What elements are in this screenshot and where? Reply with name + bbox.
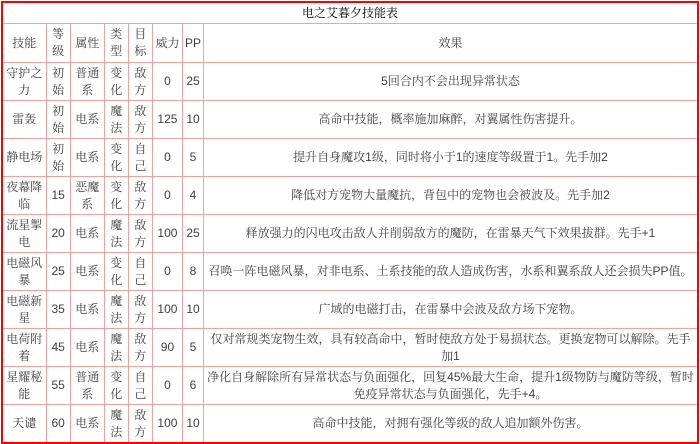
cell-type: 魔法: [104, 291, 128, 329]
cell-effect: 高命中技能，概率施加麻醉，对翼属性伤害提升。: [204, 101, 698, 139]
cell-pp: 25: [182, 215, 203, 253]
cell-effect: 净化自身解除所有异常状态与负面强化，回复45%最大生命，提升1级物防与魔防等级，暂时免疫异常状态与负面强化，先手+4。: [204, 367, 698, 405]
table-row: [2, 63, 698, 101]
column-header-level: 等级: [46, 24, 70, 63]
cell-target: 敌方: [128, 215, 152, 253]
cell-skill: 静电场: [2, 139, 46, 177]
cell-pp: 25: [182, 63, 203, 101]
cell-attribute: 电系: [70, 139, 104, 177]
cell-target: 敌方: [128, 291, 152, 329]
cell-skill: 雷轰: [2, 101, 46, 139]
table-row: [2, 139, 698, 177]
cell-pp: 5: [182, 329, 203, 367]
cell-pp: 10: [182, 405, 203, 444]
cell-target: 敌方: [128, 63, 152, 101]
cell-level: 45: [46, 329, 70, 367]
cell-type: 魔法: [104, 215, 128, 253]
cell-skill: 电磁新星: [2, 291, 46, 329]
cell-effect: 降低对方宠物大量魔抗，背包中的宠物也会被波及。先手加2: [204, 177, 698, 215]
cell-power: 0: [152, 63, 182, 101]
cell-power: 100: [152, 405, 182, 444]
cell-power: 0: [152, 139, 182, 177]
table-row: [2, 291, 698, 329]
table-row: [2, 329, 698, 367]
cell-level: 60: [46, 405, 70, 444]
cell-attribute: 恶魔系: [70, 177, 104, 215]
table-row: [2, 215, 698, 253]
cell-type: 变化: [104, 139, 128, 177]
table-row: [2, 101, 698, 139]
cell-target: 自己: [128, 253, 152, 291]
cell-target: 自己: [128, 139, 152, 177]
cell-attribute: 电系: [70, 291, 104, 329]
cell-pp: 6: [182, 367, 203, 405]
cell-type: 变化: [104, 177, 128, 215]
cell-effect: 广域的电磁打击，在雷暴中会波及敌方场下宠物。: [204, 291, 698, 329]
cell-target: 敌方: [128, 177, 152, 215]
cell-type: 魔法: [104, 101, 128, 139]
cell-skill: 流星掣电: [2, 215, 46, 253]
column-header-effect: 效果: [204, 24, 698, 63]
cell-level: 20: [46, 215, 70, 253]
cell-pp: 10: [182, 101, 203, 139]
column-header-type: 类型: [104, 24, 128, 63]
cell-effect: 提升自身魔攻1级，同时将小于1的速度等级置于1。先手加2: [204, 139, 698, 177]
cell-pp: 5: [182, 139, 203, 177]
cell-level: 35: [46, 291, 70, 329]
cell-skill: 星耀秘能: [2, 367, 46, 405]
cell-power: 100: [152, 291, 182, 329]
cell-skill: 守护之力: [2, 63, 46, 101]
skill-table: [1, 1, 699, 444]
table-row: [2, 367, 698, 405]
cell-level: 25: [46, 253, 70, 291]
cell-skill: 电荷附着: [2, 329, 46, 367]
cell-effect: 仅对常规类宠物生效，具有较高命中，暂时使敌方处于易损状态。更换宠物可以解除。先手加1: [204, 329, 698, 367]
table-title-row: [2, 2, 698, 24]
column-header-skill: 技能: [2, 24, 46, 63]
cell-power: 0: [152, 367, 182, 405]
cell-skill: 电磁风暴: [2, 253, 46, 291]
cell-attribute: 电系: [70, 215, 104, 253]
table-row: [2, 253, 698, 291]
column-header-target: 目标: [128, 24, 152, 63]
cell-power: 90: [152, 329, 182, 367]
cell-type: 变化: [104, 63, 128, 101]
cell-level: 15: [46, 177, 70, 215]
cell-target: 敌方: [128, 101, 152, 139]
cell-target: 自己: [128, 367, 152, 405]
cell-power: 0: [152, 253, 182, 291]
cell-attribute: 普通系: [70, 63, 104, 101]
cell-attribute: 电系: [70, 329, 104, 367]
cell-level: 55: [46, 367, 70, 405]
table-row: [2, 177, 698, 215]
cell-type: 魔法: [104, 405, 128, 444]
cell-skill: 天谴: [2, 405, 46, 444]
cell-attribute: 普通系: [70, 367, 104, 405]
column-header-attribute: 属性: [70, 24, 104, 63]
cell-effect: 高命中技能，对拥有强化等级的敌人追加额外伤害。: [204, 405, 698, 444]
cell-target: 敌方: [128, 329, 152, 367]
cell-level: 初始: [46, 101, 70, 139]
cell-type: 变化: [104, 253, 128, 291]
column-header-power: 威力: [152, 24, 182, 63]
cell-effect: 召唤一阵电磁风暴，对非电系、土系技能的敌人造成伤害，水系和翼系敌人还会损失PP值。: [204, 253, 698, 291]
cell-attribute: 电系: [70, 101, 104, 139]
cell-type: 魔法: [104, 329, 128, 367]
cell-pp: 4: [182, 177, 203, 215]
column-header-pp: PP: [182, 24, 203, 63]
page-title: 电之艾暮夕技能表: [2, 2, 698, 24]
table-header-row: [2, 24, 698, 63]
cell-power: 100: [152, 215, 182, 253]
cell-attribute: 电系: [70, 253, 104, 291]
cell-power: 125: [152, 101, 182, 139]
cell-attribute: 电系: [70, 405, 104, 444]
cell-effect: 5回合内不会出现异常状态: [204, 63, 698, 101]
cell-type: 变化: [104, 367, 128, 405]
cell-level: 初始: [46, 63, 70, 101]
cell-pp: 10: [182, 291, 203, 329]
table-row: [2, 405, 698, 444]
cell-skill: 夜幕降临: [2, 177, 46, 215]
cell-power: 0: [152, 177, 182, 215]
cell-target: 敌方: [128, 405, 152, 444]
cell-pp: 8: [182, 253, 203, 291]
cell-effect: 释放强力的闪电攻击敌人并削弱敌方的魔防，在雷暴天气下效果拔群。先手+1: [204, 215, 698, 253]
cell-level: 初始: [46, 139, 70, 177]
